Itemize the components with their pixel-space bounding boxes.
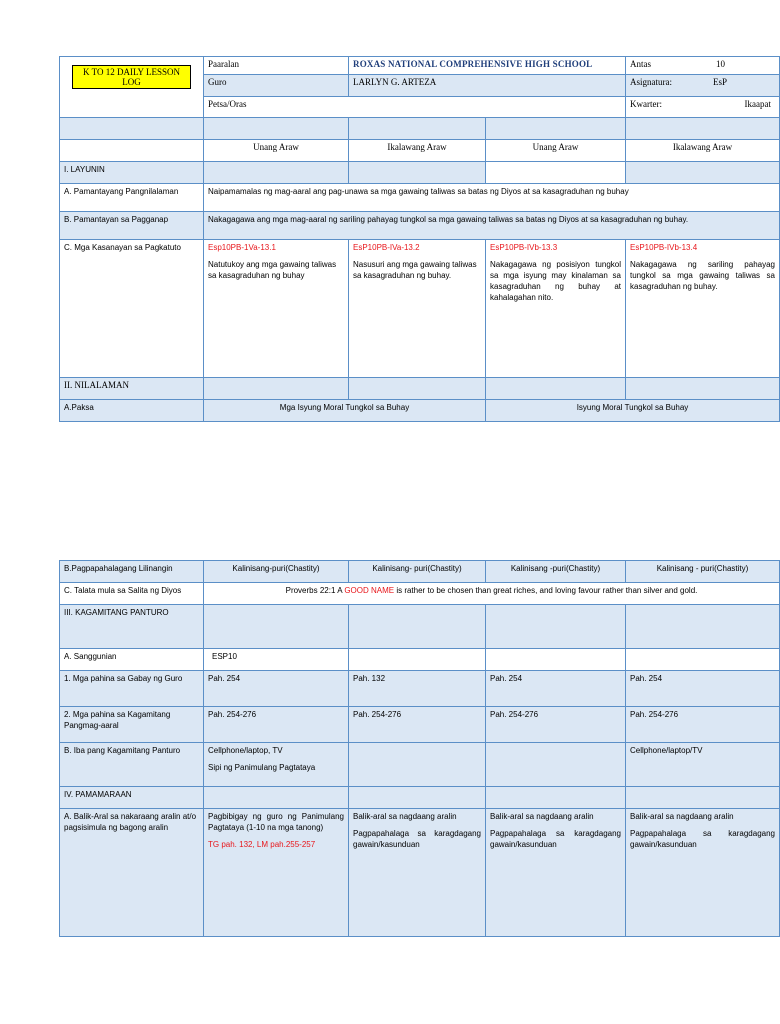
blank-cell: [626, 605, 780, 649]
kwarter-label: Kwarter:: [630, 99, 662, 109]
page-ref: Pah. 254-276: [349, 707, 486, 743]
page-ref: Pah. 132: [349, 671, 486, 707]
row-label: B. Pamantayan sa Pagganap: [60, 212, 204, 240]
day-header: Ikalawang Araw: [626, 140, 780, 162]
procedure-text: Balik-aral sa nagdaang aralin: [353, 812, 457, 821]
row-label: A. Pamantayang Pangnilalaman: [60, 184, 204, 212]
blank-cell: [349, 787, 486, 809]
competency-text: Natutukoy ang mga gawaing taliwas sa kasagraduhan ng buhay: [208, 260, 337, 280]
lesson-log-table-bottom: [59, 560, 780, 937]
day-header: Unang Araw: [204, 140, 349, 162]
blank-cell: [486, 787, 626, 809]
row-label: A.Paksa: [60, 400, 204, 422]
page-ref: Pah. 254-276: [486, 707, 626, 743]
procedure-text: Pagbibigay ng guro ng Panimulang Pagtataya (1-10 na mga tanong): [208, 812, 344, 832]
row-label: 2. Mga pahina sa Kagamitang Pangmag-aaral: [60, 707, 204, 743]
page-ref: Pah. 254: [486, 671, 626, 707]
blank-cell: [626, 118, 780, 140]
blank-cell: [349, 162, 486, 184]
materials-cell: [204, 743, 349, 787]
title-cell: [60, 57, 204, 118]
blank-cell: [626, 787, 780, 809]
competency-cell: [486, 240, 626, 378]
blank-cell: [349, 649, 486, 671]
blank-cell: [626, 162, 780, 184]
topic-2: Isyung Moral Tungkol sa Buhay: [486, 400, 780, 422]
procedure-text: Pagpapahalaga sa karagdagang gawain/kasunduan: [490, 829, 621, 849]
blank-cell: [486, 649, 626, 671]
value-cell: Kalinisang- puri(Chastity): [349, 561, 486, 583]
antas-label: Antas: [630, 59, 651, 69]
blank-cell: [486, 378, 626, 400]
blank-cell: [349, 743, 486, 787]
procedure-text: Balik-aral sa nagdaang aralin: [630, 812, 734, 821]
blank-cell: [204, 787, 349, 809]
section-heading: I. LAYUNIN: [60, 162, 204, 184]
performance-standard: Nakagagawa ang mga mag-aaral ng sariling pahayag tungkol sa mga gawaing taliwas sa batas ng Diyos at sa kasagraduhan ng buhay.: [204, 212, 780, 240]
procedure-cell: [204, 809, 349, 937]
materials-text: Sipi ng Panimulang Pagtataya: [208, 763, 316, 772]
asignatura-value: EsP: [712, 77, 727, 87]
materials-text: Cellphone/laptop/TV: [626, 743, 780, 787]
verse-text-post: is rather to be chosen than great riches, and loving favour rather than silver and gold.: [394, 586, 698, 595]
page-ref: Pah. 254: [204, 671, 349, 707]
procedure-cell: [349, 809, 486, 937]
blank-cell: [486, 605, 626, 649]
section-heading: IV. PAMAMARAAN: [60, 787, 204, 809]
petsa-label: Petsa/Oras: [204, 97, 626, 118]
blank-cell: [60, 140, 204, 162]
day-header: Ikalawang Araw: [349, 140, 486, 162]
page-title: K TO 12 DAILY LESSON LOG: [72, 65, 191, 89]
lesson-log-table-top: [59, 56, 780, 422]
blank-cell: [204, 162, 349, 184]
value-cell: Kalinisang-puri(Chastity): [204, 561, 349, 583]
section-heading: III. KAGAMITANG PANTURO: [60, 605, 204, 649]
bible-verse: [204, 583, 780, 605]
page-ref: Pah. 254-276: [204, 707, 349, 743]
guro-label: Guro: [204, 75, 349, 97]
procedure-cell: [486, 809, 626, 937]
content-standard: Naipamamalas ng mag-aaral ang pag-unawa sa mga gawaing taliwas sa batas ng Diyos at sa kasagraduhan ng buhay: [204, 184, 780, 212]
blank-cell: [486, 118, 626, 140]
day-header: Unang Araw: [486, 140, 626, 162]
procedure-text: Pagpapahalaga sa karagdagang gawain/kasunduan: [630, 829, 775, 849]
row-label: C. Mga Kasanayan sa Pagkatuto: [60, 240, 204, 378]
kwarter-cell: [626, 97, 780, 118]
school-name: ROXAS NATIONAL COMPREHENSIVE HIGH SCHOOL: [349, 57, 626, 75]
competency-cell: [626, 240, 780, 378]
kwarter-value: Ikaapat: [744, 99, 771, 109]
row-label: B. Iba pang Kagamitang Panturo: [60, 743, 204, 787]
section-heading: II. NILALAMAN: [60, 378, 204, 400]
teacher-name: LARLYN G. ARTEZA: [349, 75, 626, 97]
verse-text-pre: Proverbs 22:1 A: [285, 586, 345, 595]
page-ref: Pah. 254: [626, 671, 780, 707]
reference-cell: [204, 649, 349, 671]
blank-cell: [349, 605, 486, 649]
competency-code: Esp10PB-1Va-13.1: [208, 243, 276, 252]
antas-value: 10: [716, 59, 725, 69]
materials-text: Cellphone/laptop, TV: [208, 746, 283, 755]
competency-cell: [204, 240, 349, 378]
page-ref: Pah. 254-276: [626, 707, 780, 743]
row-label: A. Sanggunian: [60, 649, 204, 671]
blank-cell: [204, 118, 349, 140]
competency-text: Nakagagawa ng posisiyon tungkol sa mga isyung may kinalaman sa kasagraduhan ng buhay at kahalagahan nito.: [490, 260, 621, 302]
asignatura-label: Asignatura:: [630, 77, 672, 87]
blank-cell: [349, 378, 486, 400]
blank-cell: [204, 378, 349, 400]
blank-cell: [626, 378, 780, 400]
competency-code: EsP10PB-IVa-13.2: [353, 243, 420, 252]
competency-text: Nasusuri ang mga gawaing taliwas sa kasagraduhan ng buhay.: [353, 260, 477, 280]
competency-code: EsP10PB-IVb-13.4: [630, 243, 698, 252]
blank-cell: [349, 118, 486, 140]
row-label: C. Talata mula sa Salita ng Diyos: [60, 583, 204, 605]
blank-cell: [486, 743, 626, 787]
antas-cell: [626, 57, 780, 75]
blank-cell: [486, 162, 626, 184]
row-label: B.Pagpapahalagang Lilinangin: [60, 561, 204, 583]
value-cell: Kalinisang - puri(Chastity): [626, 561, 780, 583]
competency-code: EsP10PB-IVb-13.3: [490, 243, 558, 252]
procedure-cell: [626, 809, 780, 937]
competency-text: Nakagagawa ng sariling pahayag tungkol sa mga gawaing taliwas sa kasagraduhan ng buhay.: [630, 260, 775, 291]
value-cell: Kalinisang -puri(Chastity): [486, 561, 626, 583]
topic-1: Mga Isyung Moral Tungkol sa Buhay: [204, 400, 486, 422]
paaralan-label: Paaralan: [204, 57, 349, 75]
procedure-text: Balik-aral sa nagdaang aralin: [490, 812, 594, 821]
procedure-ref: TG pah. 132, LM pah.255-257: [208, 840, 316, 849]
verse-highlight: GOOD NAME: [344, 586, 395, 595]
blank-cell: [626, 649, 780, 671]
blank-cell: [60, 118, 204, 140]
competency-cell: [349, 240, 486, 378]
blank-cell: [204, 605, 349, 649]
asignatura-cell: [626, 75, 780, 97]
row-label: 1. Mga pahina sa Gabay ng Guro: [60, 671, 204, 707]
procedure-text: Pagpapahalaga sa karagdagang gawain/kasunduan: [353, 829, 481, 849]
row-label: A. Balik-Aral sa nakaraang aralin at/o pagsisimula ng bagong aralin: [60, 809, 204, 937]
reference-value: ESP10: [212, 652, 237, 661]
